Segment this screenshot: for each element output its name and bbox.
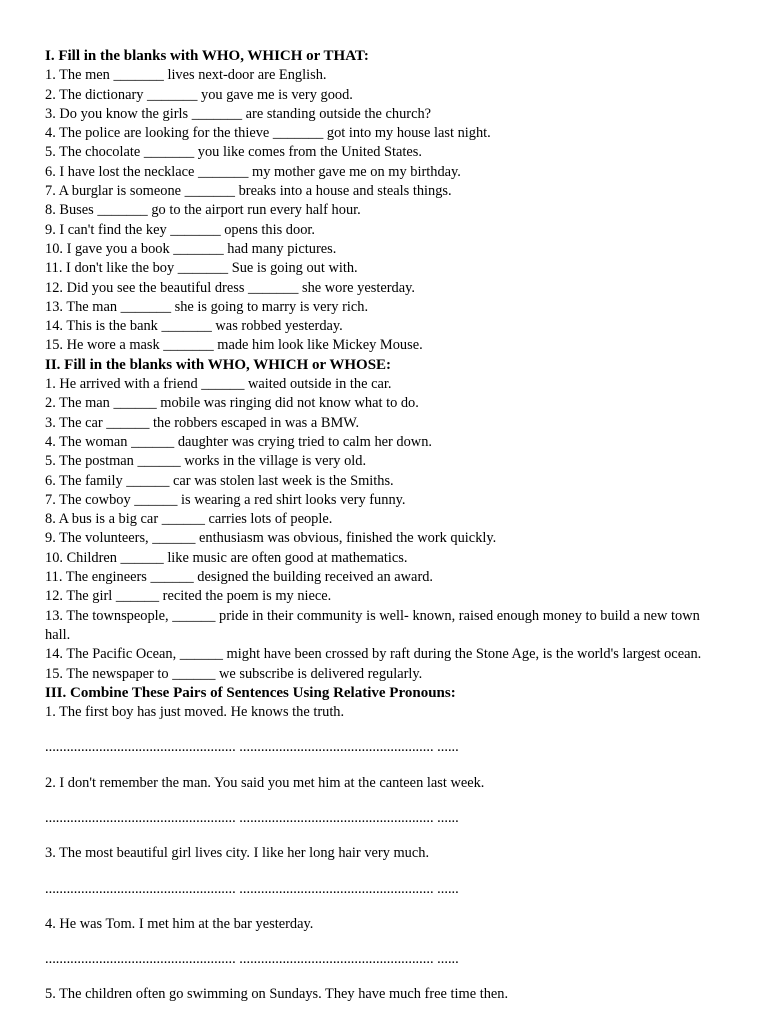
section-2-item-8: 8. A bus is a big car ______ carries lots of people. — [45, 511, 333, 528]
section-1-item-10: 10. I gave you a book _______ had many pictures. — [45, 240, 337, 257]
section-1-item-13: 13. The man _______ she is going to marry is very rich. — [45, 298, 369, 315]
section-3-heading: III. Combine These Pairs of Sentences Using Relative Pronouns: — [45, 684, 456, 701]
section-2-item-6: 6. The family ______ car was stolen last week is the Smiths. — [45, 472, 394, 489]
section-1-item-5: 5. The chocolate _______ you like comes from the United States. — [45, 144, 423, 161]
section-3-answer-line-2[interactable]: ..................................................... ...................................................... ...... — [45, 809, 459, 826]
section-1-item-2: 2. The dictionary _______ you gave me is very good. — [45, 86, 353, 103]
section-1-item-7: 7. A burglar is someone _______ breaks into a house and steals things. — [45, 183, 452, 200]
section-2-heading: II. Fill in the blanks with WHO, WHICH or WHOSE: — [45, 356, 392, 373]
section-2-item-15: 15. The newspaper to ______ we subscribe is delivered regularly. — [45, 665, 423, 682]
section-2-item-10: 10. Children ______ like music are often good at mathematics. — [45, 549, 408, 566]
section-2-item-7: 7. The cowboy ______ is wearing a red shirt looks very funny. — [45, 491, 406, 508]
section-2-list — [45, 375, 725, 684]
section-2-item-9: 9. The volunteers, ______ enthusiasm was obvious, finished the work quickly. — [45, 530, 497, 547]
section-2-item-13: 13. The townspeople, ______ pride in their community is well- known, raised enough money to build a new town hall. — [45, 607, 700, 643]
section-2-item-4: 4. The woman ______ daughter was crying tried to calm her down. — [45, 433, 432, 450]
section-3-list — [45, 703, 725, 1005]
section-3-answer-line-1[interactable]: ..................................................... ...................................................... ...... — [45, 739, 459, 756]
section-3-item-3: 3. The most beautiful girl lives city. I like her long hair very much. — [45, 845, 430, 862]
section-1-list — [45, 66, 725, 355]
section-2-item-12: 12. The girl ______ recited the poem is my niece. — [45, 588, 332, 605]
section-2-item-1: 1. He arrived with a friend ______ waited outside in the car. — [45, 376, 392, 393]
section-1-item-8: 8. Buses _______ go to the airport run every half hour. — [45, 202, 361, 219]
section-2-item-14: 14. The Pacific Ocean, ______ might have been crossed by raft during the Stone Age, is the world's largest ocean. — [45, 646, 702, 663]
section-1-item-11: 11. I don't like the boy _______ Sue is going out with. — [45, 260, 358, 277]
section-1-heading: I. Fill in the blanks with WHO, WHICH or THAT: — [45, 48, 369, 64]
section-2-item-5: 5. The postman ______ works in the village is very old. — [45, 453, 367, 470]
section-1-item-14: 14. This is the bank _______ was robbed yesterday. — [45, 318, 343, 335]
section-3-answer-line-3[interactable]: ..................................................... ...................................................... ...... — [45, 880, 459, 897]
section-3-item-1: 1. The first boy has just moved. He knows the truth. — [45, 704, 345, 721]
section-1-item-12: 12. Did you see the beautiful dress _______ she wore yesterday. — [45, 279, 415, 296]
section-3-item-2: 2. I don't remember the man. You said you met him at the canteen last week. — [45, 774, 485, 791]
section-1-item-4: 4. The police are looking for the thieve _______ got into my house last night. — [45, 125, 491, 142]
section-3-item-5: 5. The children often go swimming on Sundays. They have much free time then. — [45, 986, 509, 1003]
section-3-item-4: 4. He was Tom. I met him at the bar yesterday. — [45, 915, 314, 932]
section-1-item-1: 1. The men _______ lives next-door are English. — [45, 67, 327, 84]
section-2-item-3: 3. The car ______ the robbers escaped in was a BMW. — [45, 414, 360, 431]
section-1-item-6: 6. I have lost the necklace _______ my mother gave me on my birthday. — [45, 163, 461, 180]
section-1-item-15: 15. He wore a mask _______ made him look like Mickey Mouse. — [45, 337, 423, 354]
section-3-answer-line-4[interactable]: ..................................................... ...................................................... ...... — [45, 951, 459, 968]
worksheet — [45, 47, 725, 1005]
section-2-item-11: 11. The engineers ______ designed the building received an award. — [45, 569, 434, 586]
section-1-item-3: 3. Do you know the girls _______ are standing outside the church? — [45, 105, 432, 122]
section-1-item-9: 9. I can't find the key _______ opens this door. — [45, 221, 315, 238]
section-2-item-2: 2. The man ______ mobile was ringing did not know what to do. — [45, 395, 419, 412]
